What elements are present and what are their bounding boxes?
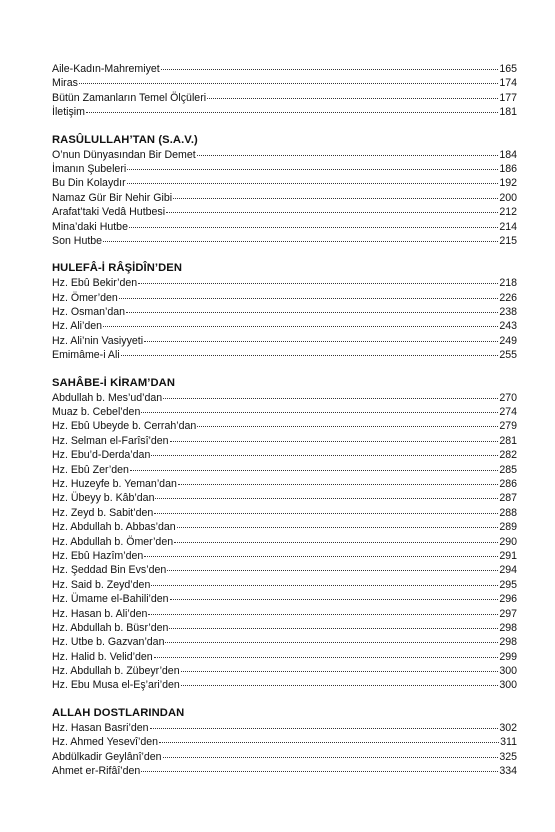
dot-leader — [126, 312, 498, 313]
toc-entry — [52, 348, 517, 362]
entry-title: İletişim — [52, 106, 85, 119]
toc-entry — [52, 477, 517, 491]
entry-page-number: 299 — [499, 650, 517, 663]
toc-entry — [52, 721, 517, 735]
entry-page-number: 184 — [499, 148, 517, 161]
dot-leader — [127, 169, 498, 170]
entry-title: Hz. Ebu’d-Derda’dan — [52, 449, 151, 462]
toc-entry — [52, 205, 517, 219]
toc-entry — [52, 148, 517, 162]
entry-page-number: 281 — [499, 434, 517, 447]
entry-page-number: 300 — [499, 679, 517, 692]
dot-leader — [103, 326, 498, 327]
entry-page-number: 212 — [499, 206, 517, 219]
dot-leader — [155, 498, 498, 499]
toc-entry — [52, 621, 517, 635]
entry-title: Abdülkadir Geylânî’den — [52, 750, 162, 763]
dot-leader — [154, 657, 499, 658]
toc-entry — [52, 162, 517, 176]
dot-leader — [159, 742, 499, 743]
section-gap — [52, 120, 517, 133]
section-heading: SAHÂBE-İ KİRAM’DAN — [52, 376, 175, 389]
dot-leader — [177, 527, 499, 528]
toc-entry — [52, 305, 517, 319]
toc-section — [52, 363, 517, 693]
section-gap — [52, 693, 517, 706]
toc-entry — [52, 607, 517, 621]
entry-page-number: 297 — [499, 607, 517, 620]
dot-leader — [144, 556, 498, 557]
toc-entry — [52, 735, 517, 749]
dot-leader — [151, 455, 498, 456]
entry-title: Mina’daki Hutbe — [52, 220, 128, 233]
entry-title: Hz. Ebu Musa el-Eş’ari’den — [52, 679, 180, 692]
entry-page-number: 295 — [499, 578, 517, 591]
dot-leader — [170, 441, 499, 442]
entry-page-number: 289 — [499, 521, 517, 534]
dot-leader — [129, 227, 498, 228]
entry-page-number: 325 — [499, 750, 517, 763]
entry-title: O’nun Dünyasından Bir Demet — [52, 148, 196, 161]
dot-leader — [130, 470, 498, 471]
entry-title: Hz. Ömer’den — [52, 291, 118, 304]
entry-title: Hz. Selman el-Farîsî’den — [52, 434, 169, 447]
toc-entry — [52, 549, 517, 563]
entry-page-number: 285 — [499, 463, 517, 476]
toc-entry — [52, 276, 517, 290]
entry-page-number: 274 — [499, 406, 517, 419]
toc-entry — [52, 520, 517, 534]
toc-entry — [52, 405, 517, 419]
entry-title: Bu Din Kolaydır — [52, 177, 126, 190]
entry-page-number: 270 — [499, 391, 517, 404]
entry-page-number: 200 — [499, 191, 517, 204]
toc-entry — [52, 334, 517, 348]
toc-entry — [52, 176, 517, 190]
entry-title: Emimâme-i Ali — [52, 349, 120, 362]
section-heading: HULEFÂ-İ RÂŞİDÎN’DEN — [52, 262, 183, 275]
entry-title: Hz. Said b. Zeyd’den — [52, 578, 151, 591]
dot-leader — [167, 570, 498, 571]
section-gap — [52, 248, 517, 261]
toc-section — [52, 62, 517, 120]
dot-leader — [170, 599, 499, 600]
entry-title: Hz. Abdullah b. Zübeyr’den — [52, 665, 180, 678]
toc-entry — [52, 91, 517, 105]
toc-section — [52, 693, 517, 779]
toc-entry — [52, 234, 517, 248]
dot-leader — [121, 355, 499, 356]
dot-leader — [169, 628, 498, 629]
entry-page-number: 302 — [499, 721, 517, 734]
dot-leader — [103, 241, 498, 242]
toc-entry — [52, 650, 517, 664]
entry-title: Ahmet er-Rifâî’den — [52, 765, 141, 778]
dot-leader — [197, 426, 498, 427]
entry-page-number: 226 — [499, 291, 517, 304]
entry-title: Hz. Abdullah b. Ömer’den — [52, 535, 174, 548]
dot-leader — [174, 542, 498, 543]
entry-page-number: 214 — [499, 220, 517, 233]
toc-entry — [52, 391, 517, 405]
entry-title: Hz. Ali’nin Vasiyyeti — [52, 334, 144, 347]
entry-title: Abdullah b. Mes’ud’dan — [52, 391, 163, 404]
entry-title: Hz. Abdullah b. Abbas’dan — [52, 521, 176, 534]
toc-entry — [52, 62, 517, 76]
dot-leader — [144, 341, 498, 342]
entry-title: Bütün Zamanların Temel Ölçüleri — [52, 91, 207, 104]
entry-title: Hz. Ebû Hazîm’den — [52, 549, 144, 562]
toc-entry — [52, 291, 517, 305]
entry-title: Hz. Ebû Ubeyde b. Cerrah’dan — [52, 420, 197, 433]
toc-entry — [52, 635, 517, 649]
entry-title: Namaz Gür Bir Nehir Gibi — [52, 191, 173, 204]
entry-page-number: 174 — [499, 77, 517, 90]
entry-title: Hz. Abdullah b. Büsr’den — [52, 621, 169, 634]
entry-title: Hz. Übeyy b. Kâb’dan — [52, 492, 155, 505]
toc-entry — [52, 434, 517, 448]
toc-entry — [52, 678, 517, 692]
toc-entry — [52, 419, 517, 433]
toc-section — [52, 248, 517, 362]
dot-leader — [163, 757, 499, 758]
entry-title: Hz. Ahmed Yesevî’den — [52, 736, 159, 749]
entry-page-number: 282 — [499, 449, 517, 462]
entry-page-number: 298 — [499, 621, 517, 634]
entry-title: Hz. Utbe b. Gazvan’dan — [52, 636, 165, 649]
entry-title: Hz. Ebû Bekir’den — [52, 277, 138, 290]
toc-entry — [52, 491, 517, 505]
entry-title: Aile-Kadın-Mahremiyet — [52, 63, 160, 75]
entry-page-number: 238 — [499, 306, 517, 319]
dot-leader — [178, 484, 498, 485]
entry-page-number: 294 — [499, 564, 517, 577]
toc-entry — [52, 76, 517, 90]
entry-title: Hz. Hasan b. Ali’den — [52, 607, 148, 620]
entry-page-number: 298 — [499, 636, 517, 649]
toc-entry — [52, 448, 517, 462]
entry-title: Hz. Ebû Zer’den — [52, 463, 129, 476]
dot-leader — [141, 412, 498, 413]
dot-leader — [127, 183, 499, 184]
entry-page-number: 249 — [499, 334, 517, 347]
entry-page-number: 255 — [499, 349, 517, 362]
entry-page-number: 218 — [499, 277, 517, 290]
toc-entry — [52, 220, 517, 234]
toc-entry — [52, 750, 517, 764]
toc-entry — [52, 463, 517, 477]
entry-title: Hz. Şeddad Bin Evs’den — [52, 564, 167, 577]
entry-page-number: 287 — [499, 492, 517, 505]
entry-title: Hz. Ümame el-Bahili’den — [52, 593, 169, 606]
dot-leader — [161, 69, 499, 70]
dot-leader — [165, 642, 498, 643]
entry-page-number: 290 — [499, 535, 517, 548]
entry-page-number: 300 — [499, 665, 517, 678]
dot-leader — [166, 212, 498, 213]
dot-leader — [197, 155, 499, 156]
toc-entry — [52, 535, 517, 549]
toc-entry — [52, 563, 517, 577]
entry-title: Arafat’taki Vedâ Hutbesi — [52, 206, 166, 219]
section-gap — [52, 363, 517, 376]
dot-leader — [173, 198, 498, 199]
toc-section — [52, 120, 517, 249]
dot-leader — [207, 98, 498, 99]
dot-leader — [181, 685, 499, 686]
entry-page-number: 311 — [500, 736, 517, 749]
toc-entry — [52, 592, 517, 606]
entry-title: Hz. Halid b. Velid’den — [52, 650, 153, 663]
section-heading: RASÛLULLAH’TAN (S.A.V.) — [52, 133, 198, 146]
dot-leader — [181, 671, 499, 672]
entry-page-number: 286 — [499, 477, 517, 490]
entry-page-number: 192 — [499, 177, 517, 190]
entry-page-number: 334 — [499, 765, 517, 778]
entry-title: Hz. Zeyd b. Sabit’den — [52, 506, 154, 519]
dot-leader — [138, 283, 498, 284]
dot-leader — [154, 513, 498, 514]
entry-title: Hz. Osman’dan — [52, 306, 126, 319]
table-of-contents — [52, 62, 517, 778]
toc-entry — [52, 664, 517, 678]
entry-page-number: 181 — [499, 106, 517, 119]
entry-page-number: 243 — [499, 320, 517, 333]
entry-title: Hz. Ali’den — [52, 320, 103, 333]
entry-page-number: 177 — [499, 91, 517, 104]
dot-leader — [150, 728, 499, 729]
dot-leader — [119, 298, 499, 299]
entry-page-number: 215 — [499, 234, 517, 247]
dot-leader — [148, 614, 498, 615]
toc-entry — [52, 506, 517, 520]
section-heading: ALLAH DOSTLARINDAN — [52, 706, 185, 719]
entry-title: Muaz b. Cebel’den — [52, 406, 141, 419]
toc-entry — [52, 319, 517, 333]
entry-page-number: 296 — [499, 593, 517, 606]
entry-page-number: 279 — [499, 420, 517, 433]
toc-entry — [52, 578, 517, 592]
dot-leader — [86, 112, 498, 113]
entry-title: Hz. Hasan Basri’den — [52, 721, 149, 734]
entry-page-number: 186 — [499, 162, 517, 175]
entry-page-number: 288 — [499, 506, 517, 519]
entry-title: Hz. Huzeyfe b. Yeman’dan — [52, 477, 177, 490]
dot-leader — [79, 83, 498, 84]
dot-leader — [151, 585, 498, 586]
entry-title: İmanın Şubeleri — [52, 162, 127, 175]
entry-page-number: 165 — [499, 63, 517, 75]
entry-page-number: 291 — [499, 549, 517, 562]
entry-title: Miras — [52, 77, 78, 90]
toc-entry — [52, 105, 517, 119]
toc-entry — [52, 764, 517, 778]
entry-title: Son Hutbe — [52, 234, 103, 247]
dot-leader — [141, 771, 498, 772]
toc-entry — [52, 191, 517, 205]
dot-leader — [163, 398, 498, 399]
